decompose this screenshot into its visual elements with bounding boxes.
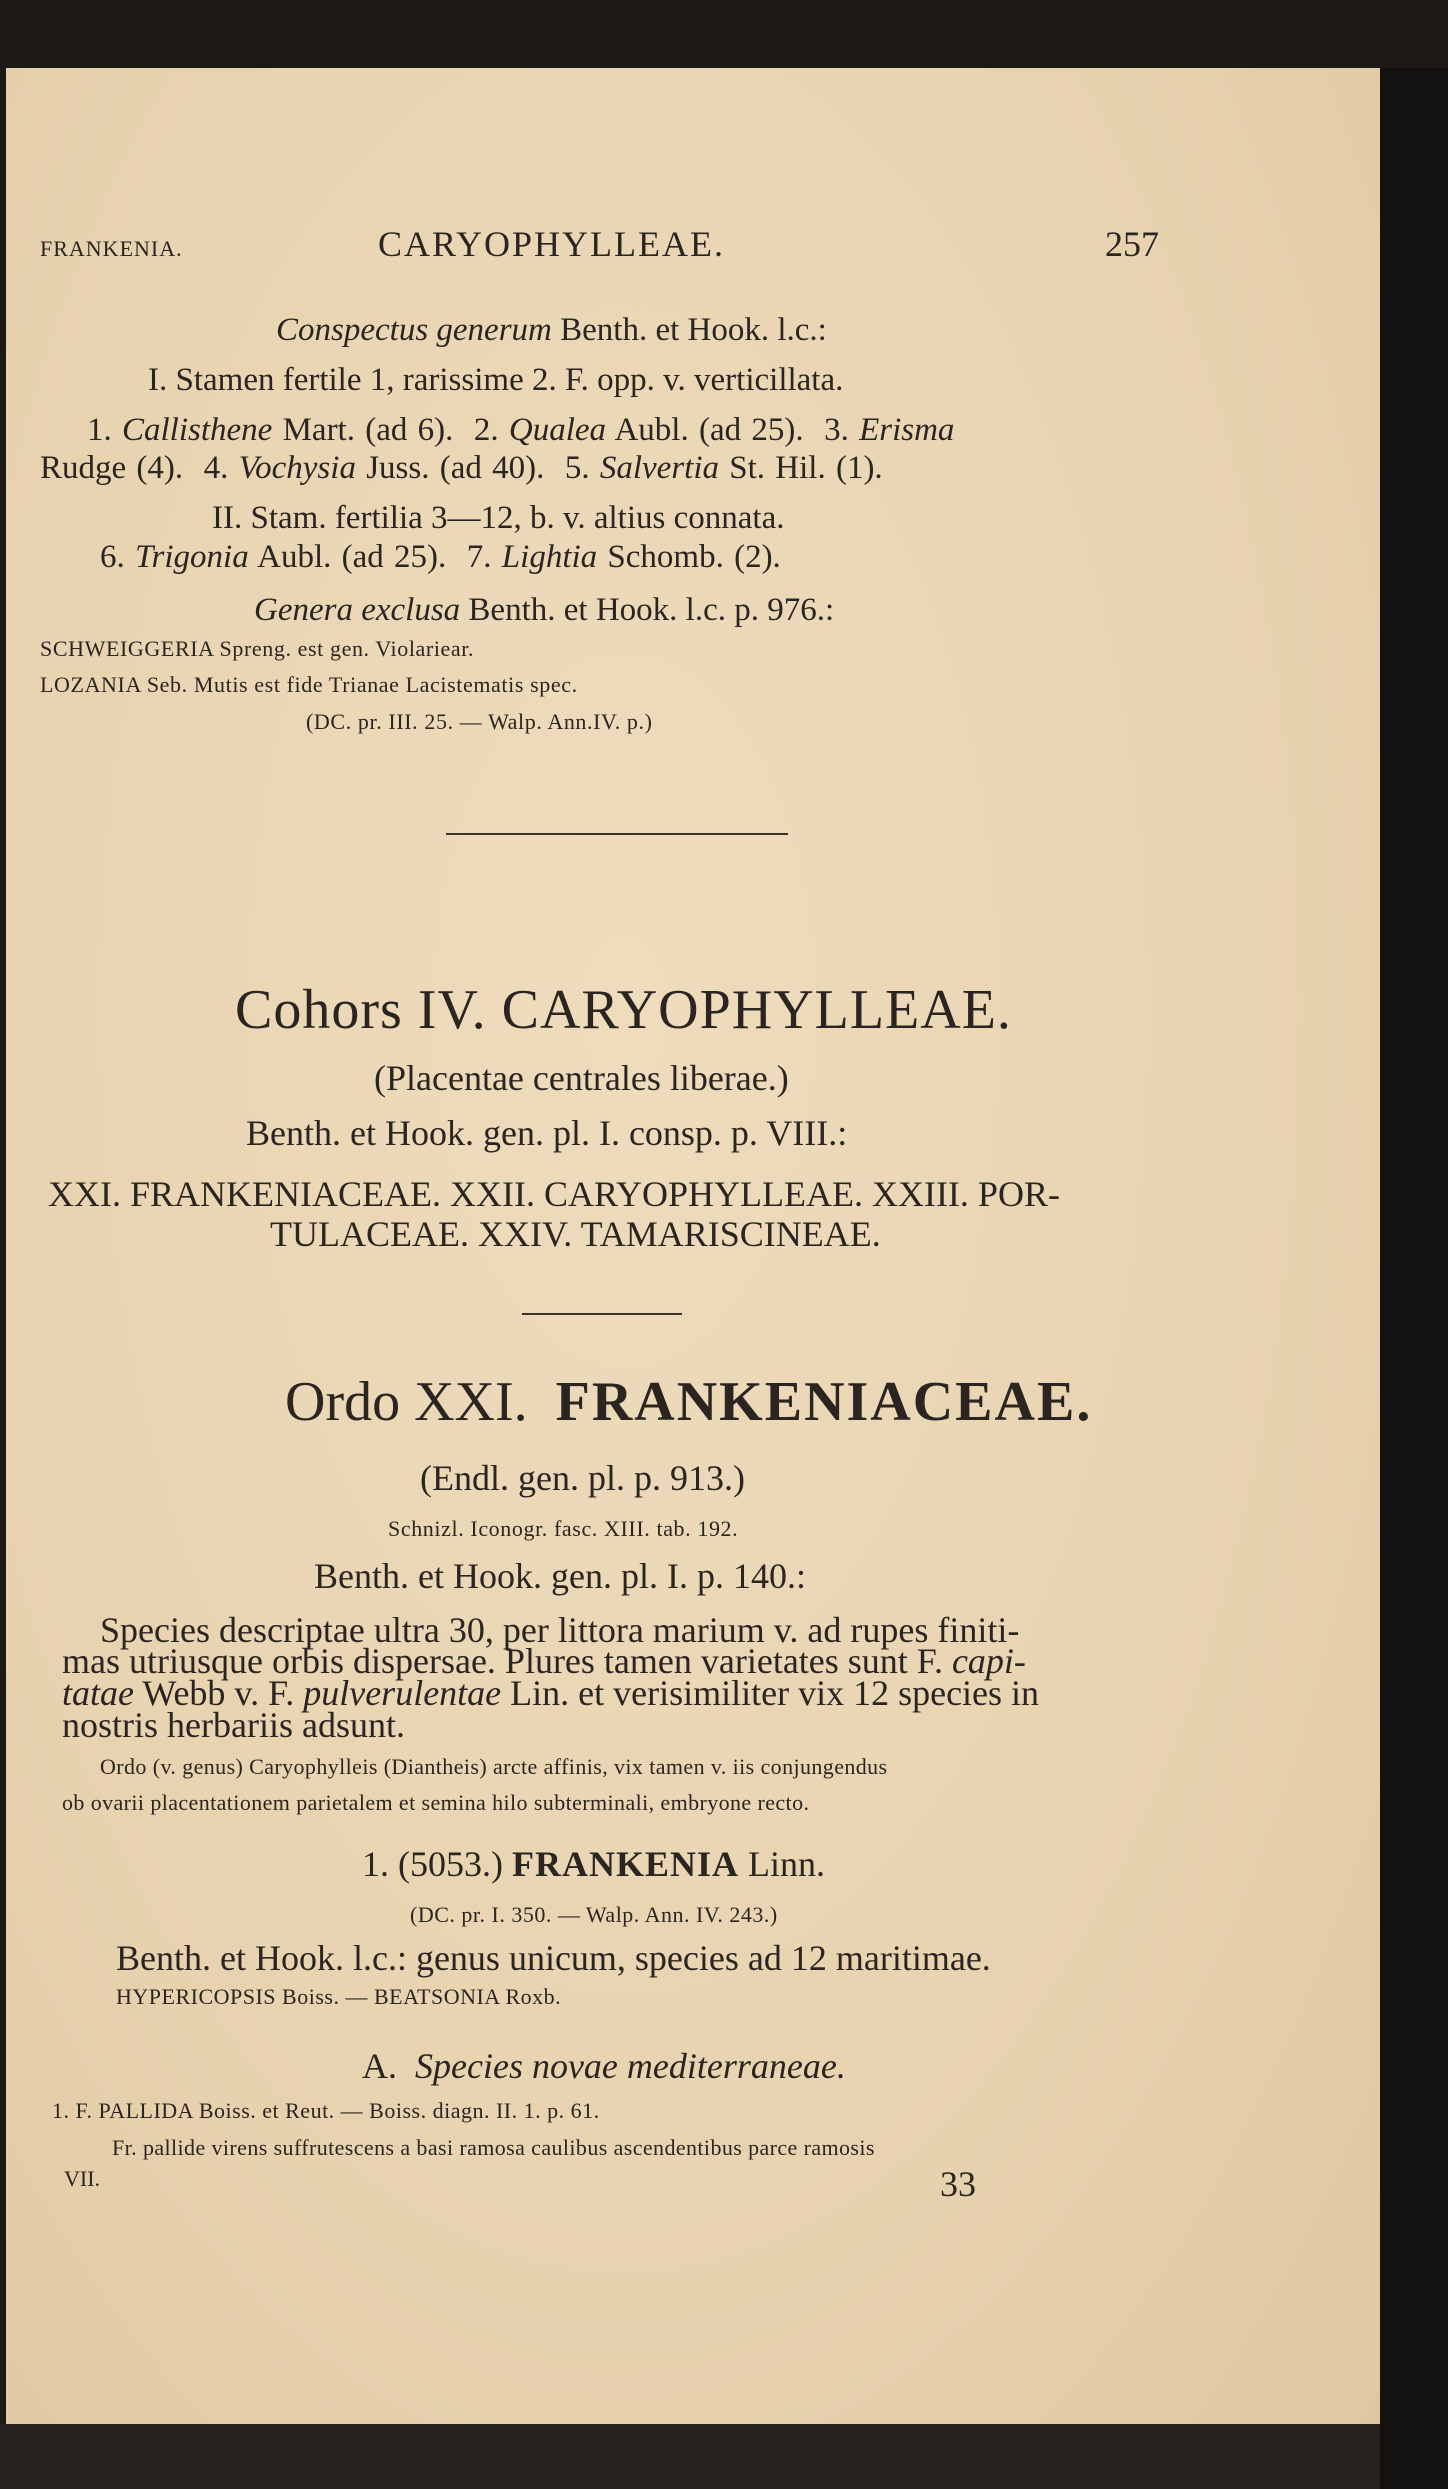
genus-name: Salvertia (599, 450, 720, 486)
genus-name: Lightia (501, 539, 598, 575)
cohors-title: Cohors IV. CARYOPHYLLEAE. (235, 979, 1012, 1041)
genus-author: Mart. (ad 6). (282, 412, 454, 448)
genus-name: FRANKENIA (511, 1844, 739, 1884)
genus-author: Aubl. (ad 25). (257, 539, 447, 575)
conspectus-heading-ref: Benth. et Hook. l.c.: (560, 312, 827, 348)
genus-number: 7. (466, 539, 492, 575)
genus-number: 1. (87, 412, 112, 448)
ordo-title (285, 1371, 1093, 1433)
genus-author: Juss. (ad 40). (366, 450, 545, 486)
genus-name: Callisthene (122, 412, 273, 448)
ordo-ref-schnizlein: Schnizl. Iconogr. fasc. XIII. tab. 192. (388, 1516, 739, 1541)
excluded-genus-ref: (DC. pr. III. 25. — Walp. Ann.IV. p.) (306, 709, 653, 734)
section-letter: A. (362, 2046, 397, 2086)
ordo-paragraph-line-1: Species descriptae ultra 30, per littora marium v. ad rupes finiti- (100, 1610, 1020, 1650)
genus-name: Qualea (508, 412, 607, 448)
genus-number: 1. (5053.) (362, 1844, 503, 1884)
cohors-subtitle: (Placentae centrales liberae.) (374, 1058, 789, 1098)
ordo-ref-bentham: Benth. et Hook. gen. pl. I. p. 140.: (314, 1556, 806, 1596)
genus-name: Erisma (859, 412, 955, 448)
book-spine-shadow (1380, 68, 1448, 2489)
cohors-orders-line-2: TULACEAE. XXIV. TAMARISCINEAE. (270, 1214, 881, 1254)
genus-author: St. Hil. (1). (729, 450, 883, 486)
conspectus-section-1: I. Stamen fertile 1, rarissime 2. F. opp. v. verticillata. (148, 362, 844, 398)
paragraph-italic: capi- (951, 1641, 1026, 1681)
genus-heading (362, 1846, 825, 1882)
genus-number: 4. (203, 450, 229, 486)
cohors-reference: Benth. et Hook. gen. pl. I. consp. p. VIII.: (246, 1113, 848, 1153)
page-number: 257 (1105, 224, 1159, 264)
excluded-genus-2: LOZANIA Seb. Mutis est fide Trianae Lacistematis spec. (40, 672, 578, 697)
conspectus-line-2 (40, 452, 883, 485)
ordo-note-line-2: ob ovarii placentationem parietalem et semina hilo subterminali, embryone recto. (62, 1790, 810, 1815)
genera-exclusa-italic: Genera exclusa (254, 592, 461, 628)
cohors-orders-line-1: XXI. FRANKENIACEAE. XXII. CARYOPHYLLEAE. XXIII. POR- (48, 1174, 1060, 1214)
running-head-left: FRANKENIA. (40, 236, 183, 261)
conspectus-line-1 (87, 414, 954, 447)
species-1-heading: 1. F. PALLIDA Boiss. et Reut. — Boiss. diagn. II. 1. p. 61. (52, 2098, 600, 2123)
species-1-description: Fr. pallide virens suffrutescens a basi ramosa caulibus ascendentibus parce ramosis (112, 2135, 875, 2160)
ordo-note-line-1: Ordo (v. genus) Caryophylleis (Diantheis) arcte affinis, vix tamen v. iis conjungendus (100, 1754, 888, 1779)
section-divider (522, 1313, 682, 1315)
genus-number: 3. (824, 412, 849, 448)
genera-exclusa-heading (254, 594, 834, 627)
ordo-ref-endlicher: (Endl. gen. pl. p. 913.) (420, 1458, 745, 1498)
signature-mark-left: VII. (64, 2166, 101, 2191)
scan-bottom-edge (0, 2424, 1380, 2489)
genus-author: Aubl. (ad 25). (614, 412, 804, 448)
genera-exclusa-ref: Benth. et Hook. l.c. p. 976.: (468, 592, 835, 628)
genus-name: Vochysia (238, 450, 356, 486)
paragraph-text: Lin. et verisimiliter vix 12 species in (510, 1673, 1040, 1713)
excluded-genus-1: SCHWEIGGERIA Spreng. est gen. Violariear. (40, 636, 475, 661)
genus-number: 5. (564, 450, 590, 486)
conspectus-line-3 (100, 541, 781, 574)
section-divider (446, 833, 788, 835)
paragraph-text: mas utriusque orbis dispersae. Plures tamen varietates sunt F. (62, 1641, 943, 1681)
genus-author: Linn. (748, 1844, 825, 1884)
genus-ref-dc: (DC. pr. I. 350. — Walp. Ann. IV. 243.) (410, 1902, 778, 1927)
genus-name: Trigonia (135, 539, 249, 575)
genus-author: Rudge (4). (40, 450, 184, 486)
conspectus-heading-italic: Conspectus generum (276, 312, 552, 348)
ordo-name: FRANKENIACEAE. (555, 1371, 1093, 1433)
ordo-number: Ordo XXI. (285, 1371, 528, 1433)
conspectus-heading (276, 314, 827, 347)
genus-number: 6. (100, 539, 125, 575)
section-name: Species novae mediterraneae. (415, 2046, 846, 2086)
section-heading (362, 2048, 846, 2084)
genus-ref-bentham: Benth. et Hook. l.c.: genus unicum, species ad 12 maritimae. (116, 1938, 991, 1978)
genus-synonyms: HYPERICOPSIS Boiss. — BEATSONIA Roxb. (116, 1984, 562, 2009)
paragraph-italic: tatae (62, 1673, 134, 1713)
genus-number: 2. (473, 412, 499, 448)
ordo-paragraph-line-4: nostris herbariis adsunt. (62, 1705, 405, 1745)
signature-mark-right: 33 (940, 2164, 976, 2204)
running-head-title: CARYOPHYLLEAE. (378, 224, 726, 264)
paragraph-italic: pulverulentae (303, 1673, 502, 1713)
paragraph-text: Webb v. F. (142, 1673, 295, 1713)
conspectus-section-2: II. Stam. fertilia 3—12, b. v. altius connata. (212, 500, 785, 536)
genus-author: Schomb. (2). (607, 539, 781, 575)
